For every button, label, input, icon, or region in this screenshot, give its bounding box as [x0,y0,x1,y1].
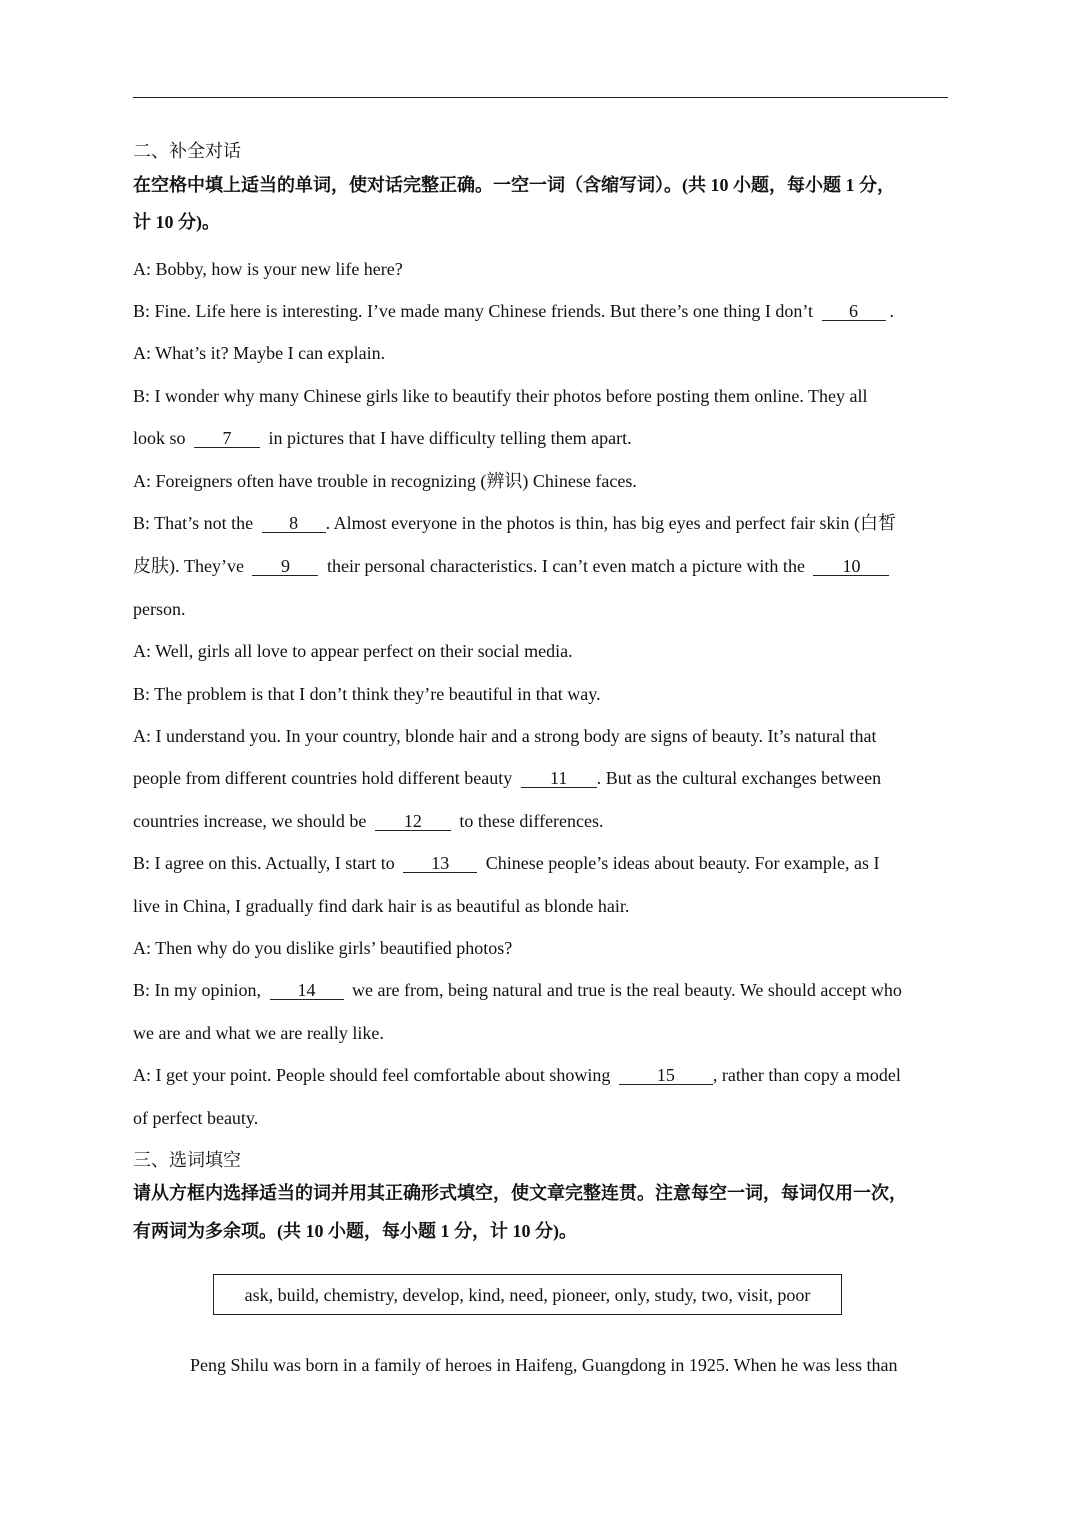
section-2-title: 二、补全对话 [133,141,241,161]
section-3-title: 三、选词填空 [133,1150,241,1170]
dialogue-line: live in China, I gradually find dark hair is as beautiful as blonde hair. [133,896,630,916]
section-3-instructions-cont: 有两词为多余项。(共 10 小题，每小题 1 分，计 10 分)。 [133,1221,577,1241]
text: countries increase, we should be [133,811,367,831]
header-rule [133,97,948,98]
text: we are from, being natural and true is the real beauty. We should accept who [352,980,902,1000]
dialogue-line: B: I wonder why many Chinese girls like to beautify their photos before posting them online. They all [133,386,868,406]
blank-7[interactable]: 7 [194,429,260,448]
dialogue-line: we are and what we are really like. [133,1023,384,1043]
text: B: I agree on this. Actually, I start to [133,853,395,873]
dialogue-line: B: The problem is that I don’t think they’re beautiful in that way. [133,684,601,704]
section-2-instructions: 在空格中填上适当的单词，使对话完整正确。一空一词（含缩写词）。(共 10 小题，每小题 1 分， [133,175,895,195]
dialogue-line: A: What’s it? Maybe I can explain. [133,343,386,363]
dialogue-line [133,300,894,322]
dialogue-line: person. [133,599,186,619]
text: B: In my opinion, [133,980,262,1000]
dialogue-line [133,852,880,874]
text: . But as the cultural exchanges between [596,768,882,788]
text: . Almost everyone in the photos is thin, has big eyes and perfect fair skin (白皙 [325,513,897,533]
text: . [889,301,895,321]
dialogue-line [133,427,632,449]
blank-14[interactable]: 14 [270,981,344,1000]
blank-13[interactable]: 13 [403,854,477,873]
text: B: That’s not the [133,513,254,533]
dialogue-line: A: Well, girls all love to appear perfect on their social media. [133,641,573,661]
section-2-instructions-cont: 计 10 分)。 [133,212,220,232]
dialogue-line [133,979,902,1001]
blank-6[interactable]: 6 [822,302,886,321]
dialogue-line: A: I understand you. In your country, blonde hair and a strong body are signs of beauty. It’s natural that [133,726,877,746]
text: B: Fine. Life here is interesting. I’ve made many Chinese friends. But there’s one thing I don’t [133,301,814,321]
blank-12[interactable]: 12 [375,812,451,831]
text: in pictures that I have difficulty telling them apart. [268,428,632,448]
blank-8[interactable]: 8 [262,514,326,533]
blank-9[interactable]: 9 [252,557,318,576]
text: their personal characteristics. I can’t even match a picture with the [326,556,805,576]
text: Chinese people’s ideas about beauty. For example, as I [485,853,880,873]
text: A: I get your point. People should feel comfortable about showing [133,1065,611,1085]
section-3-instructions: 请从方框内选择适当的词并用其正确形式填空，使文章完整连贯。注意每空一词，每词仅用一次， [133,1183,907,1203]
text: look so [133,428,186,448]
text: people from different countries hold different beauty [133,768,513,788]
text: , rather than copy a model [712,1065,901,1085]
word-bank-box: ask, build, chemistry, develop, kind, need, pioneer, only, study, two, visit, poor [213,1274,842,1315]
dialogue-line [133,512,896,534]
dialogue-line: A: Bobby, how is your new life here? [133,259,403,279]
dialogue-line: of perfect beauty. [133,1108,259,1128]
blank-10[interactable]: 10 [813,557,889,576]
dialogue-line [133,555,893,577]
dialogue-line [133,767,881,789]
dialogue-line: A: Foreigners often have trouble in recognizing (辨识) Chinese faces. [133,471,637,491]
dialogue-line [133,1064,901,1086]
dialogue-line: A: Then why do you dislike girls’ beautified photos? [133,938,513,958]
text: 皮肤). They’ve [133,556,244,576]
dialogue-line [133,810,604,832]
passage-first-line: Peng Shilu was born in a family of heroes in Haifeng, Guangdong in 1925. When he was less than [190,1355,898,1375]
blank-11[interactable]: 11 [521,769,597,788]
text: to these differences. [459,811,604,831]
blank-15[interactable]: 15 [619,1066,713,1085]
